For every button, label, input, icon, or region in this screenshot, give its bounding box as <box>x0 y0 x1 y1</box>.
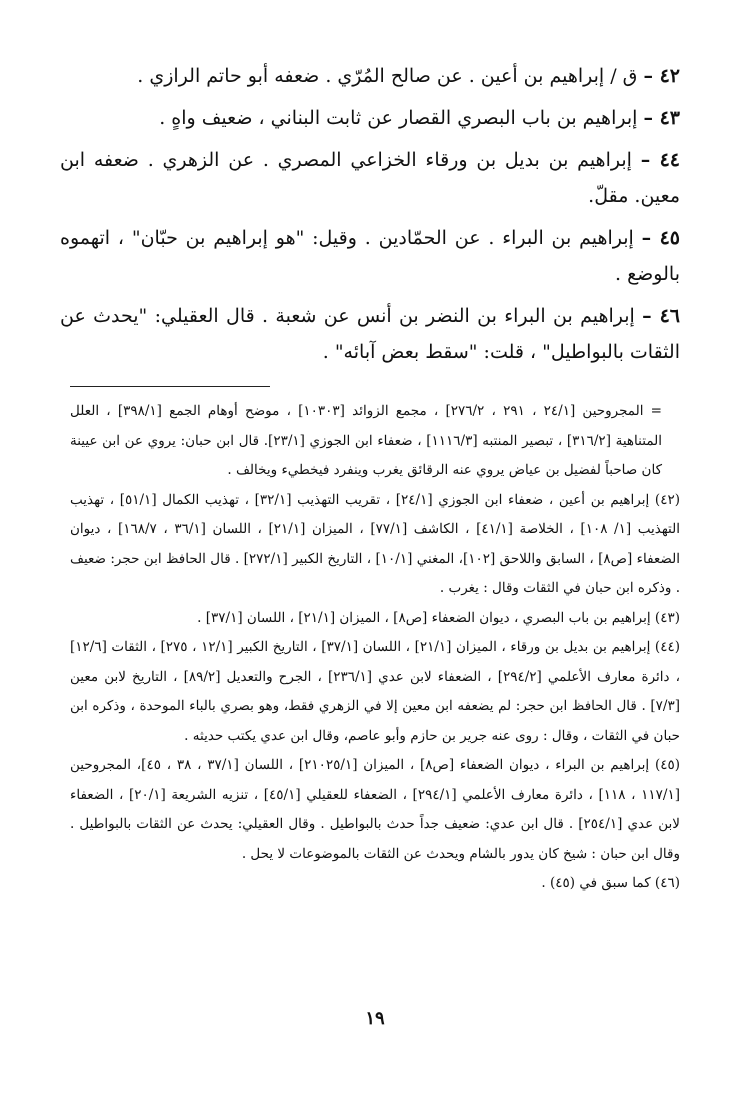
entry-44 <box>60 142 680 214</box>
footnote-43: (٤٣) إبراهيم بن باب البصري ، ديوان الضعفاء [ص٨] ، الميزان [٢١/١] ، اللسان [٣٧/١] . <box>197 609 680 626</box>
footnote-divider <box>70 386 270 387</box>
entry-text: إبراهيم بن باب البصري القصار عن ثابت البناني ، ضعيف واهٍ . <box>159 107 638 129</box>
page-number: ١٩ <box>365 1008 385 1029</box>
entry-number: ٤٣ – <box>643 107 680 129</box>
entry-42 <box>60 58 680 94</box>
entry-number: ٤٤ – <box>640 149 680 171</box>
entry-number: ٤٢ – <box>643 65 680 87</box>
footnotes <box>70 397 680 899</box>
footnote-46: (٤٦) كما سبق في (٤٥) . <box>541 875 680 891</box>
main-text <box>60 58 680 376</box>
entry-text: إبراهيم بن البراء بن النضر بن أنس عن شعبة . قال العقيلي: "يحدث عن الثقات بالبواطيل" ، قلت: "سقط بعض آبائه" . <box>60 305 680 363</box>
entry-text: إبراهيم بن البراء . عن الحمّادين . وقيل: "هو إبراهيم بن حبّان" ، اتهموه بالوضع . <box>60 227 680 285</box>
entry-text: ق / إبراهيم بن أعين . عن صالح المُرّي . ضعفه أبو حاتم الرازي . <box>137 65 638 87</box>
entry-number: ٤٥ – <box>641 227 680 249</box>
entry-46 <box>60 298 680 370</box>
entry-45 <box>60 220 680 292</box>
footnote-44: (٤٤) إبراهيم بن بديل بن ورقاء ، الميزان [٢١/١] ، اللسان [٣٧/١] ، التاريخ الكبير [١٢/١ ، ٢٧٥] ، الثقات [١٢/٦] ، دائرة معارف الأعلمي [٢٩٤/٢] ، الضعفاء لابن عدي [٢٣٦/١] ، الجرح والتعديل [٨٩/٢] ، التاريخ لابن معين [٧/٣] . قال الحافظ ابن حجر: لم يضعفه ابن معين إلا في الزهري فقط، وهو بصري بالباء الموحدة ، وذكره ابن حبان في الثقات ، وقال : روى عنه جرير بن حازم وأبو عاصم، وقال ابن عدي يكتب حديثه . <box>70 639 680 744</box>
entry-text: إبراهيم بن بديل بن ورقاء الخزاعي المصري . عن الزهري . ضعفه ابن معين. مقلّ. <box>60 149 680 207</box>
footnote-continuation: = المجروحين [٢٤/١ ، ٢٩١ ، ٢٧٦/٢] ، مجمع الزوائد [١٠٣٠٣] ، موضح أوهام الجمع [٣٩٨/١] ، العلل المتناهية [٣١٦/٢] ، تبصير المنتبه [١١١٦/٣] ، ضعفاء ابن الجوزي [٢٣/١]. قال ابن حبان: يروي عن ابن عيينة كان صاحباً لفضيل بن عياض يروي عنه الرقائق يغرب وينفرد فيخطيء ويخالف . <box>70 403 662 478</box>
entry-43 <box>60 100 680 136</box>
footnote-45: (٤٥) إبراهيم بن البراء ، ديوان الضعفاء [ص٨] ، الميزان [٢١٠٢٥/١] ، اللسان [٣٧/١ ، ٣٨ ، ٤٥]، المجروحين [١١٧/١ ، ١١٨] ، دائرة معارف الأعلمي [٢٩٤/١] ، الضعفاء للعقيلي [٤٥/١] ، تنزيه الشريعة [٢٠/١] ، الضعفاء لابن عدي [٢٥٤/١] . قال ابن عدي: ضعيف جداً حدث بالبواطيل . وقال العقيلي: يحدث عن الثقات بالبواطيل . وقال ابن حبان : شيخ كان يدور بالشام ويحدث عن الثقات بالموضوعات لا يحل . <box>70 757 681 862</box>
entry-number: ٤٦ – <box>642 305 680 327</box>
footnote-42: (٤٢) إبراهيم بن أعين ، ضعفاء ابن الجوزي [٢٤/١] ، تقريب التهذيب [٣٢/١] ، تهذيب الكمال [٥١/١] ، تهذيب التهذيب [١/ ١٠٨] ، الخلاصة [٤١/١] ، الكاشف [٧٧/١] ، الميزان [٢١/١] ، اللسان [٣٦/١ ، ١٦٨/٧] ، ديوان الضعفاء [ص٨] ، السابق واللاحق [١٠٢]، المغني [١٠/١] ، التاريخ الكبير [٢٧٢/١] . قال الحافظ ابن حجر: ضعيف . وذكره ابن حبان في الثقات وقال : يغرب . <box>70 491 680 596</box>
